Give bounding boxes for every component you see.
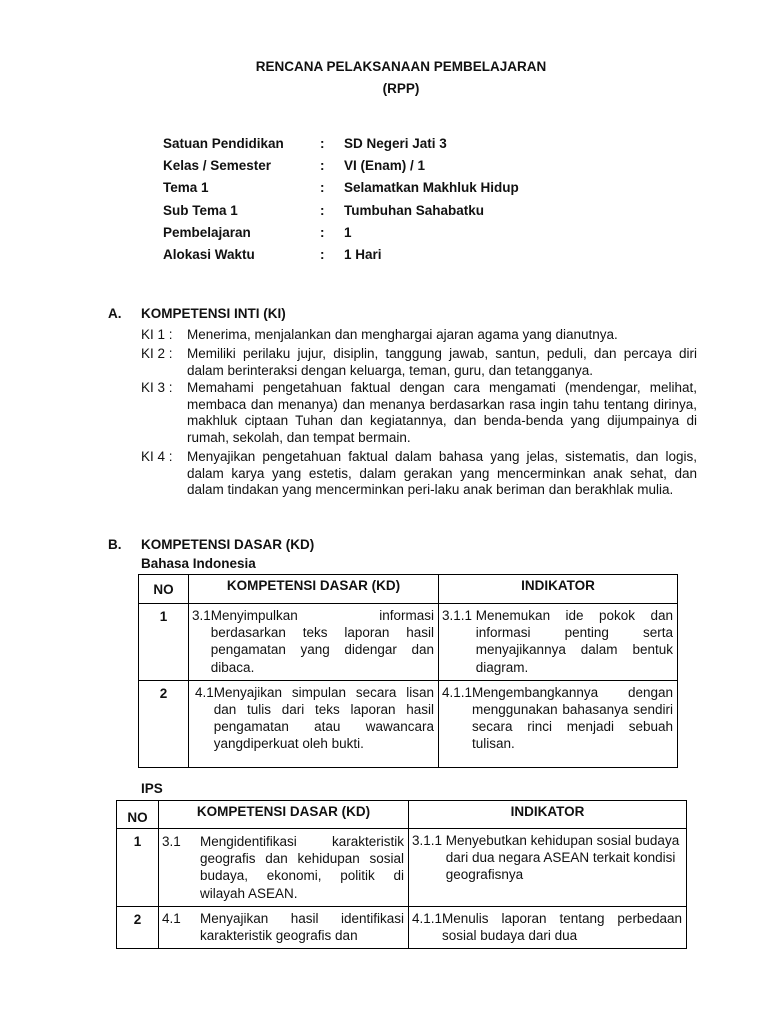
kd-number: 3.1: [162, 834, 181, 849]
kd-number: 4.1: [195, 684, 214, 700]
table-row: [117, 829, 687, 907]
kd-number: 4.1: [162, 910, 181, 926]
table-row: [117, 906, 687, 948]
row-no: 1: [139, 604, 189, 681]
row-kd: [159, 906, 409, 948]
ki-code: KI 4 :: [141, 449, 173, 464]
ki-text: Menyajikan pengetahuan faktual dalam bahasa yang jelas, sistematis, dan logis, dalam karya yang estetis, dalam gerakan yang mencerminkan anak sehat, dan dalam tindakan yang mencerminkan peri-laku anak beriman dan berakhlak mulia.: [187, 449, 697, 497]
section-b-title: KOMPETENSI DASAR (KD): [141, 537, 315, 552]
header-indikator: INDIKATOR: [439, 575, 678, 604]
identity-separator: :: [320, 158, 325, 173]
indikator-text: Menulis laporan tentang perbedaan sosial budaya dari dua: [442, 910, 682, 944]
ki-item: [141, 449, 697, 499]
ki-text: Menerima, menjalankan dan menghargai ajaran agama yang dianutnya.: [187, 327, 618, 342]
identity-label: Sub Tema 1: [163, 203, 238, 218]
ki-code: KI 3 :: [141, 380, 173, 395]
kd-text: Menyajikan simpulan secara lisan dan tulis dari teks laporan hasil pengamatan atau wawancara yangdiperkuat oleh bukti.: [213, 684, 434, 752]
header-indikator: INDIKATOR: [409, 801, 687, 829]
indikator-number: 4.1.1: [442, 684, 473, 700]
ki-code: KI 1 :: [141, 327, 173, 342]
row-indikator: [439, 680, 678, 767]
table-header-row: [139, 575, 678, 604]
identity-separator: :: [320, 247, 325, 262]
row-indikator: [439, 604, 678, 681]
identity-separator: :: [320, 136, 325, 151]
identity-label: Kelas / Semester: [163, 158, 272, 173]
identity-value: VI (Enam) / 1: [344, 158, 426, 173]
row-no: 2: [117, 906, 159, 948]
identity-separator: :: [320, 180, 325, 195]
identity-separator: :: [320, 203, 325, 218]
document-subtitle: (RPP): [382, 81, 420, 96]
identity-value: Tumbuhan Sahabatku: [344, 203, 485, 218]
header-no: NO: [117, 801, 159, 829]
section-a-title: KOMPETENSI INTI (KI): [141, 306, 286, 321]
identity-label: Satuan Pendidikan: [163, 136, 284, 151]
kd-text: Menyajikan hasil identifikasi karakteristik geografis dan: [200, 910, 404, 944]
kd-text: Mengidentifikasi karakteristik geografis dan kehidupan sosial budaya, ekonomi, politik di wilayah ASEAN.: [200, 834, 404, 901]
indikator-text: Menemukan ide pokok dan informasi penting serta menyajikannya dalam bentuk diagram.: [475, 608, 673, 675]
identity-label: Pembelajaran: [163, 225, 251, 240]
section-b-letter: B.: [108, 537, 122, 552]
kd-number: 3.1: [192, 608, 211, 623]
indikator-number: 3.1.1: [412, 833, 446, 848]
subject-bahasa-indonesia: Bahasa Indonesia: [141, 556, 256, 571]
ki-item: [141, 380, 697, 446]
ki-text: Memahami pengetahuan faktual dengan cara mengamati (mendengar, melihat, membaca dan menanya) dan menanya berdasarkan rasa ingin tahu tentang dirinya, makhluk ciptaan Tuhan dan kegiatannya, dan benda-benda yang dijumpainya di rumah, sekolah, dan tempat bermain.: [187, 380, 697, 445]
identity-label: Alokasi Waktu: [163, 247, 255, 262]
indikator-text: Mengembangkannya dengan menggunakan bahasanya sendiri secara rinci menjadi sebuah tulisan.: [472, 684, 673, 752]
indikator-text: Menyebutkan kehidupan sosial budaya dari dua negara ASEAN terkait kondisi geografisnya: [445, 833, 680, 883]
section-a-letter: A.: [108, 306, 122, 321]
identity-value: 1: [344, 225, 352, 240]
row-indikator: [409, 906, 687, 948]
ki-item: [141, 346, 697, 379]
ki-item: [141, 327, 697, 344]
indikator-number: 3.1.1: [442, 608, 476, 623]
kd-text: Menyimpulkan informasi berdasarkan teks laporan hasil pengamatan yang didengar dan dibaca.: [210, 608, 434, 675]
indikator-number: 4.1.1: [412, 910, 443, 926]
row-no: 2: [139, 680, 189, 767]
row-kd: [189, 680, 439, 767]
document-title: RENCANA PELAKSANAAN PEMBELAJARAN: [255, 59, 547, 74]
kd-table-ips: [116, 800, 687, 949]
header-kd: KOMPETENSI DASAR (KD): [159, 801, 409, 829]
identity-separator: :: [320, 225, 325, 240]
row-indikator: [409, 829, 687, 907]
row-kd: [189, 604, 439, 681]
row-no: 1: [117, 829, 159, 907]
identity-value: 1 Hari: [344, 247, 382, 262]
header-no: NO: [139, 575, 189, 604]
table-row: [139, 680, 678, 767]
kd-table-bahasa-indonesia: [138, 574, 678, 768]
table-header-row: [117, 801, 687, 829]
identity-label: Tema 1: [163, 180, 209, 195]
identity-value: SD Negeri Jati 3: [344, 136, 447, 151]
header-kd: KOMPETENSI DASAR (KD): [189, 575, 439, 604]
subject-ips: IPS: [141, 781, 163, 796]
identity-value: Selamatkan Makhluk Hidup: [344, 180, 519, 195]
ki-text: Memiliki perilaku jujur, disiplin, tanggung jawab, santun, peduli, dan percaya diri dalam berinteraksi dengan keluarga, teman, guru, dan tetangganya.: [187, 346, 697, 378]
row-kd: [159, 829, 409, 907]
table-row: [139, 604, 678, 681]
ki-code: KI 2 :: [141, 346, 173, 361]
